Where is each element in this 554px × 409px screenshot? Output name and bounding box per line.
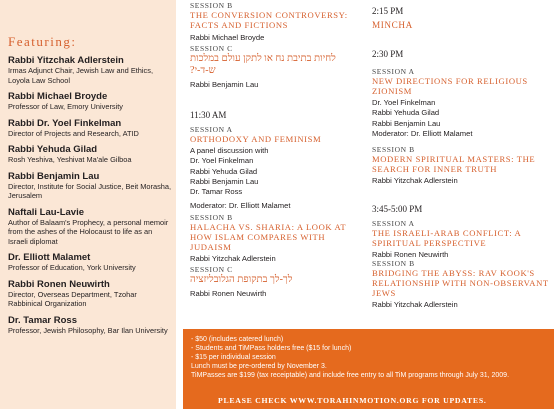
session-block bbox=[372, 67, 550, 139]
speaker-desc: Director, Institute for Social Justice, Beit Morasha, Jerusalem bbox=[8, 181, 172, 200]
speaker bbox=[8, 315, 172, 336]
presenter: Rabbi Benjamin Lau bbox=[190, 176, 259, 186]
speaker-list bbox=[8, 55, 172, 341]
speaker bbox=[8, 252, 172, 273]
session-block bbox=[190, 265, 362, 299]
time-slot bbox=[372, 49, 550, 60]
speaker bbox=[8, 171, 172, 201]
speaker bbox=[8, 91, 172, 112]
session-title: BRIDGING THE ABYSS: RAV KOOK'S RELATIONSHIP WITH NON-OBSERVANT JEWS bbox=[372, 268, 549, 298]
speaker-name: Rabbi Ronen Neuwirth bbox=[8, 278, 110, 290]
website-link[interactable]: PLEASE CHECK WWW.TORAHINMOTION.ORG FOR UPDATES. bbox=[218, 396, 487, 405]
session-label: SESSION A bbox=[190, 125, 233, 134]
session-block bbox=[190, 1, 362, 43]
session-block bbox=[190, 44, 362, 90]
session-label: SESSION B bbox=[190, 1, 233, 10]
session-block bbox=[190, 213, 362, 264]
mincha-label: MINCHA bbox=[372, 20, 413, 30]
speaker-name: Dr. Tamar Ross bbox=[8, 314, 77, 326]
presenter: Rabbi Yitzchak Adlerstein bbox=[372, 300, 458, 309]
pricing-line: TiMPasses are $199 (tax receiptable) and include free entry to all TiM programs through July 31, 2009. bbox=[191, 371, 510, 379]
pricing-footer bbox=[183, 329, 554, 409]
session-label: SESSION C bbox=[190, 44, 233, 53]
time-label: 2:15 PM bbox=[372, 6, 404, 16]
session-title: MODERN SPIRITUAL MASTERS: THE SEARCH FOR INNER TRUTH bbox=[372, 154, 536, 174]
presenter: Rabbi Yitzchak Adlerstein bbox=[372, 176, 458, 185]
session-title: ORTHODOXY AND FEMINISM bbox=[190, 134, 322, 144]
session-block bbox=[372, 259, 550, 310]
speaker-name: Rabbi Yehuda Gilad bbox=[8, 144, 98, 155]
speaker bbox=[8, 118, 172, 139]
featuring-panel bbox=[0, 0, 176, 409]
speaker-desc: Rosh Yeshiva, Yeshivat Ma'ale Gilboa bbox=[8, 155, 132, 164]
speaker-name: Rabbi Benjamin Lau bbox=[8, 170, 100, 182]
presenter: A panel discussion with bbox=[190, 146, 269, 155]
speaker bbox=[8, 55, 172, 85]
session-block bbox=[372, 145, 550, 186]
moderator: Moderator: Dr. Elliott Malamet bbox=[190, 201, 291, 211]
time-slot bbox=[372, 204, 550, 215]
time-label: 2:30 PM bbox=[372, 49, 404, 59]
moderator: Moderator: Dr. Elliott Malamet bbox=[372, 128, 473, 138]
speaker bbox=[8, 207, 172, 247]
speaker-name: Rabbi Yitzchak Adlerstein bbox=[8, 55, 124, 66]
presenter: Rabbi Ronen Neuwirth bbox=[190, 289, 267, 298]
speaker-desc: Irmas Adjunct Chair, Jewish Law and Ethics, Loyola Law School bbox=[8, 66, 154, 85]
session-label: SESSION A bbox=[372, 67, 415, 76]
pricing-details bbox=[191, 336, 509, 381]
session-block bbox=[372, 219, 550, 260]
presenter: Rabbi Ronen Neuwirth bbox=[372, 250, 449, 259]
featuring-title: Featuring: bbox=[8, 34, 77, 49]
speaker-name: Naftali Lau-Lavie bbox=[8, 206, 85, 218]
session-label: SESSION B bbox=[190, 213, 233, 222]
session-title: HALACHA VS. SHARIA: A LOOK AT HOW ISLAM COMPARES WITH JUDAISM bbox=[190, 222, 347, 252]
time-slot bbox=[372, 6, 550, 30]
speaker-name: Dr. Elliott Malamet bbox=[8, 252, 91, 263]
speaker-desc: Director of Projects and Research, ATID bbox=[8, 128, 139, 138]
speaker bbox=[8, 279, 172, 309]
presenter: Rabbi Benjamin Lau bbox=[372, 118, 441, 128]
presenter: Rabbi Yehuda Gilad bbox=[190, 166, 258, 176]
presenter: Dr. Yoel Finkelman bbox=[190, 156, 254, 166]
speaker-desc: Director, Overseas Department, Tzohar Rabbinical Organization bbox=[8, 289, 137, 308]
pricing-line: - Students and TiMPass holders free ($15 for lunch) bbox=[191, 344, 352, 352]
pricing-line: - $50 (includes catered lunch) bbox=[191, 336, 284, 343]
speaker-name: Rabbi Michael Broyde bbox=[8, 91, 108, 102]
session-block bbox=[190, 125, 362, 212]
time-label: 3:45-5:00 PM bbox=[372, 204, 423, 214]
pricing-line: Lunch must be pre-ordered by November 3. bbox=[191, 362, 327, 370]
session-label: SESSION B bbox=[372, 145, 415, 154]
presenter: Dr. Tamar Ross bbox=[190, 187, 243, 197]
session-label: SESSION C bbox=[190, 265, 233, 274]
speaker-desc: Professor, Jewish Philosophy, Bar Ilan University bbox=[8, 325, 168, 335]
speaker bbox=[8, 144, 172, 165]
time-slot bbox=[190, 110, 362, 121]
session-label: SESSION B bbox=[372, 259, 415, 268]
session-title-hebrew: לך-לך בתקופת הגלובליזציה bbox=[190, 274, 293, 285]
speaker-desc: Professor of Education, York University bbox=[8, 263, 136, 272]
session-label: SESSION A bbox=[372, 219, 415, 228]
speaker-desc: Author of Balaam's Prophecy, a personal memoir from the ashes of the Holocaust to life as an Israeli diplomat bbox=[8, 217, 169, 246]
speaker-desc: Professor of Law, Emory University bbox=[8, 102, 124, 111]
pricing-line: - $15 per individual session bbox=[191, 353, 276, 361]
presenter: Dr. Yoel Finkelman bbox=[372, 98, 436, 107]
session-title: THE ISRAELI-ARAB CONFLICT: A SPIRITUAL PERSPECTIVE bbox=[372, 228, 521, 248]
time-label: 11:30 AM bbox=[190, 110, 227, 120]
session-title: NEW DIRECTIONS FOR RELIGIOUS ZIONISM bbox=[372, 76, 528, 96]
presenter: Rabbi Yitzchak Adlerstein bbox=[190, 254, 276, 263]
session-title-hebrew: לחיות בתיבת נח או לתקן עולם במלכות ש-ד-י? bbox=[190, 53, 336, 76]
presenter: Rabbi Yehuda Gilad bbox=[372, 108, 440, 118]
presenter: Rabbi Michael Broyde bbox=[190, 33, 265, 42]
speaker-name: Rabbi Dr. Yoel Finkelman bbox=[8, 117, 122, 129]
session-title: THE CONVERSION CONTROVERSY: FACTS AND FICTIONS bbox=[190, 10, 348, 30]
presenter: Rabbi Benjamin Lau bbox=[190, 80, 259, 89]
